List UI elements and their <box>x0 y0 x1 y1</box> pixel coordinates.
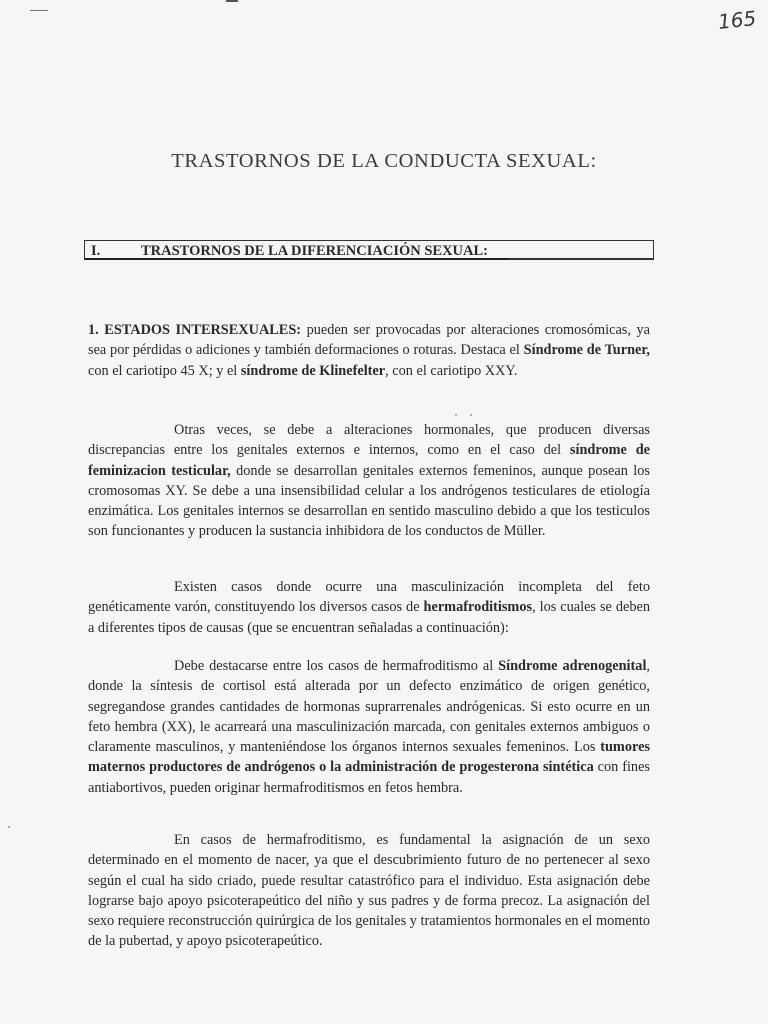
bold-text-run: síndrome de feminizacion testicular, <box>88 442 650 479</box>
bold-text-run: hermafroditismos <box>423 599 533 616</box>
bold-text-run: 1. ESTADOS INTERSEXUALES: <box>88 322 302 338</box>
paragraph <box>88 577 650 638</box>
bold-text-run: Síndrome de Turner, <box>523 342 650 359</box>
document-title: TRASTORNOS DE LA CONDUCTA SEXUAL: <box>171 150 597 172</box>
scan-speck <box>470 414 472 416</box>
text-run: Otras veces, se debe a alteraciones hormonales, que producen diversas discrepancias entre los genitales externos e internos, como en el caso del <box>88 422 650 459</box>
text-run: con el cariotipo 45 X; y el <box>88 362 241 379</box>
scan-mark <box>30 10 48 11</box>
text-run: donde se desarrollan genitales externos femeninos, aunque posean los cromosomas XY. Se debe a una insensibilidad celular a los andrógenos testiculares de etiología enzimática. Los genitales internos se desarrollan en sentido masculino debido a que los testiculos son funcionantes y producen la sustancia inhibidora de los conductos de Müller. <box>88 462 650 540</box>
bold-text-run: tumores maternos productores de andrógenos o la administración de progesterona sintética <box>88 739 650 776</box>
paragraph <box>88 420 650 542</box>
paragraph <box>88 320 650 381</box>
text-run: Debe destacarse entre los casos de hermafroditismo al <box>174 658 499 674</box>
paragraph <box>88 656 650 798</box>
section-title-underline <box>85 258 509 260</box>
text-run: pueden ser provocadas por alteraciones cromosómicas, ya sea por pérdidas o adiciones y también deformaciones o roturas. Destaca el <box>88 322 650 359</box>
text-run: En casos de hermafroditismo, es fundamental la asignación de un sexo determinado en el momento de nacer, ya que el descubrimiento futuro de no pertenecer al sexo según el cual ha sido criado, puede resultar catastrófico para el individuo. Esta asignación debe lograrse bajo apoyo psicoterapeútico del niño y sus padres y de forma precoz. La asignación del sexo requiere reconstrucción quirúrgica de los genitales y tratamientos hormonales en el momento de la pubertad, y apoyo psicoterapeútico. <box>88 832 650 950</box>
bold-text-run: Síndrome adrenogenital <box>498 658 647 674</box>
scan-speck <box>455 414 457 416</box>
text-run: , los cuales se deben a diferentes tipos de causas (que se encuentran señaladas a continuación): <box>88 599 650 636</box>
scan-speck <box>8 826 10 828</box>
text-run: , donde la síntesis de cortisol está alterada por un defecto enzimático de origen genético, segregandose grandes cantidades de hormonas suprarrenales andrógenicas. Si esto ocurre en un feto hembra (XX), le acarreará una masculinización marcada, con genitales externos ambiguos o claramente masculinos, y manteniéndose los órganos internos sexuales femeninos. Los <box>88 658 650 756</box>
scan-mark <box>226 0 238 2</box>
handwritten-page-number: 165 <box>716 6 758 34</box>
paragraph <box>88 830 650 952</box>
bold-text-run: síndrome de Klinefelter <box>240 362 386 379</box>
text-run: Existen casos donde ocurre una masculinización incompleta del feto genéticamente varón, constituyendo los diversos casos de <box>88 579 650 616</box>
text-run: con fines antiabortivos, pueden originar hermafroditismos en fetos hembra. <box>88 759 650 796</box>
section-number: I. <box>91 243 101 259</box>
text-run: , con el cariotipo XXY. <box>385 362 518 379</box>
section-title: TRASTORNOS DE LA DIFERENCIACIÓN SEXUAL: <box>141 243 488 259</box>
section-heading-box <box>84 240 654 260</box>
